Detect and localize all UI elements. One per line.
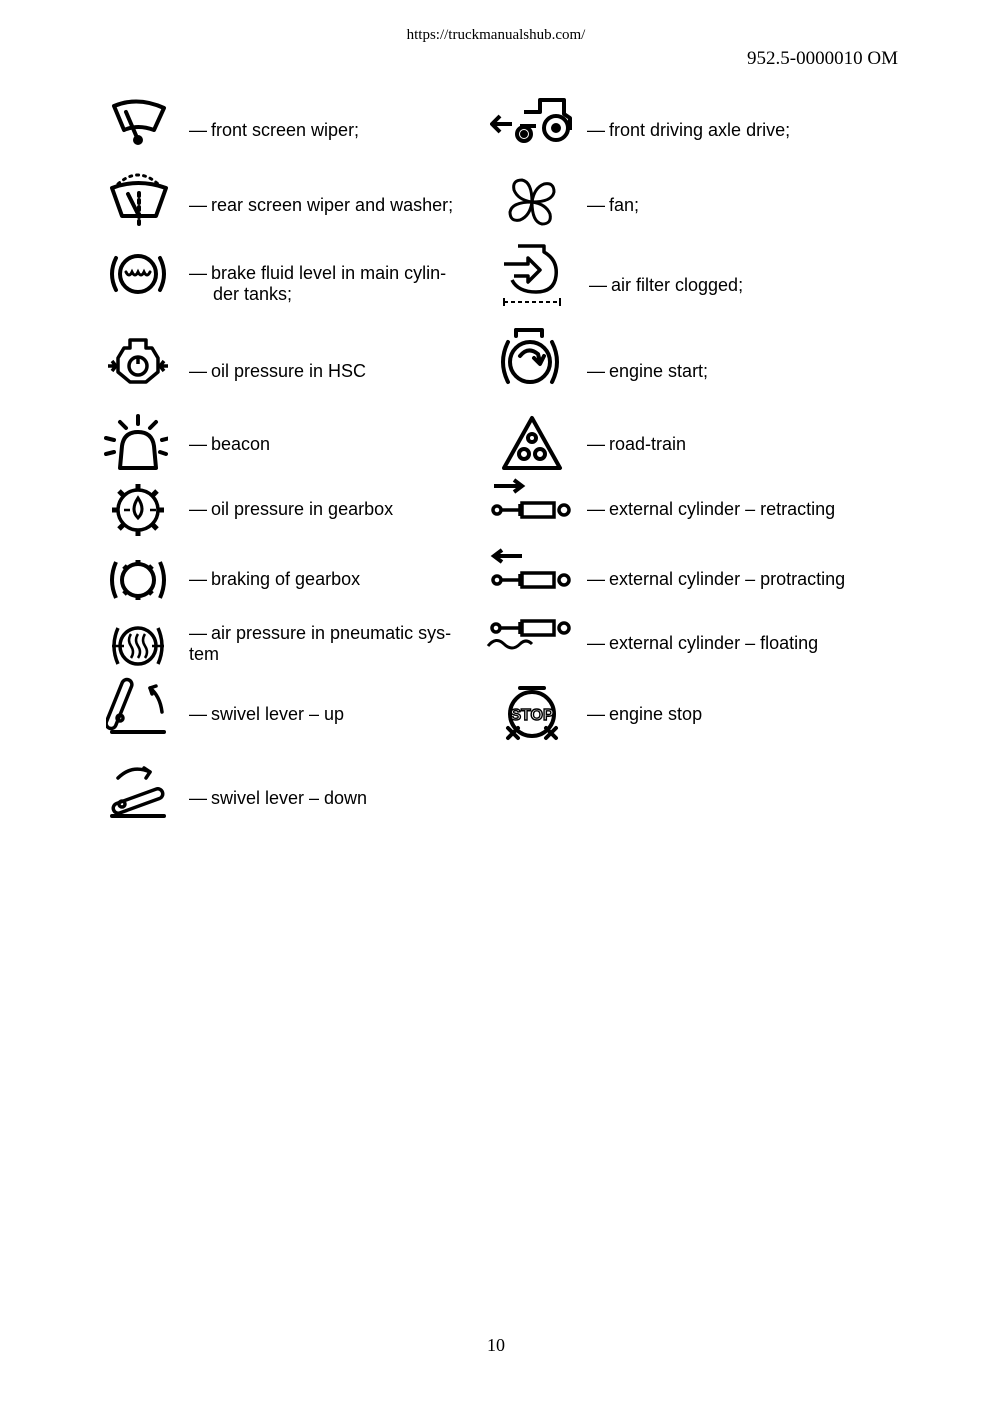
gearbox-oil-pressure-icon: [106, 478, 170, 542]
dash: —: [189, 623, 207, 643]
dash: —: [587, 499, 605, 519]
fan-icon: [500, 170, 564, 234]
symbol-label: beacon: [211, 434, 271, 454]
dash: —: [587, 569, 605, 589]
symbol-label: road-train: [609, 434, 687, 454]
symbol-label-continued: tem: [189, 644, 220, 664]
dash: —: [587, 120, 605, 140]
dash: —: [587, 633, 605, 653]
engine-stop-icon: [500, 682, 564, 746]
dash: —: [189, 569, 207, 589]
stop-text: STOP: [510, 707, 554, 724]
symbol-label: rear screen wiper and washer;: [211, 195, 454, 215]
symbol-label: air pressure in pneumatic sys-: [211, 623, 452, 643]
document-number: 952.5-0000010 OM: [747, 48, 898, 69]
front-axle-drive-icon: [490, 90, 574, 154]
symbol-label: brake fluid level in main cylin-: [211, 263, 447, 283]
symbol-label: oil pressure in gearbox: [211, 499, 394, 519]
cylinder-protract-icon: [490, 546, 574, 610]
gearbox-braking-icon: [106, 548, 170, 612]
symbol-label: swivel lever – down: [211, 788, 368, 808]
symbol-label: swivel lever – up: [211, 704, 345, 724]
dash: —: [189, 499, 207, 519]
symbol-label: braking of gearbox: [211, 569, 361, 589]
dash: —: [189, 195, 207, 215]
symbol-label: external cylinder – retracting: [609, 499, 836, 519]
dash: —: [189, 361, 207, 381]
dash: —: [189, 263, 207, 283]
dash: —: [587, 434, 605, 454]
page-number: 10: [487, 1335, 505, 1355]
symbol-label: external cylinder – protracting: [609, 569, 846, 589]
beacon-icon: [104, 412, 168, 476]
symbol-label: front screen wiper;: [211, 120, 360, 140]
dash: —: [587, 195, 605, 215]
dash: —: [587, 361, 605, 381]
dash: —: [189, 704, 207, 724]
swivel-lever-down-icon: [106, 758, 170, 822]
dash: —: [589, 275, 607, 295]
symbol-label: front driving axle drive;: [609, 120, 791, 140]
symbol-label-continued: der tanks;: [213, 284, 293, 304]
road-train-icon: [500, 414, 564, 478]
symbol-label: air filter clogged;: [611, 275, 744, 295]
dash: —: [189, 434, 207, 454]
oil-pressure-hsc-icon: [106, 334, 170, 398]
air-filter-icon: [500, 244, 564, 308]
rear-wiper-washer-icon: [106, 168, 170, 232]
symbol-label: engine stop: [609, 704, 703, 724]
dash: —: [189, 120, 207, 140]
dash: —: [189, 788, 207, 808]
cylinder-retract-icon: [490, 476, 574, 540]
brake-fluid-icon: [106, 242, 170, 306]
symbol-label: oil pressure in HSC: [211, 361, 367, 381]
symbol-label: engine start;: [609, 361, 709, 381]
source-url: https://truckmanualshub.com/: [406, 27, 586, 43]
swivel-lever-up-icon: [106, 672, 170, 736]
symbol-label: external cylinder – floating: [609, 633, 819, 653]
front-wiper-icon: [106, 98, 170, 162]
engine-start-icon: [498, 326, 562, 390]
dash: —: [587, 704, 605, 724]
cylinder-floating-icon: [486, 612, 574, 676]
pneumatic-air-pressure-icon: [106, 614, 170, 678]
symbol-label: fan;: [609, 195, 640, 215]
